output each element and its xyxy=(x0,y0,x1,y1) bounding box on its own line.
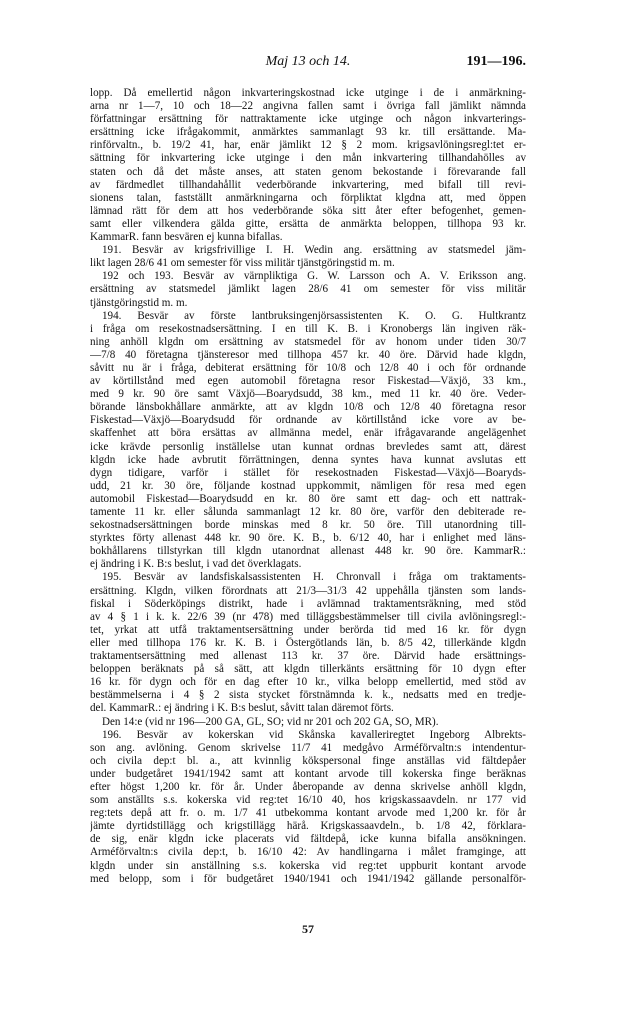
text-line: sekostnadsersättningen borde minskas med 8 kr. 50 öre. Till utanordning till- xyxy=(90,519,526,532)
text-line: klgdn icke hade avbrutit förrättningen, denna syntes hava kunnat avslutas ett xyxy=(90,453,526,466)
text-line: fiskal i Söderköpings distrikt, hade i avlämnad traktamentsräkning, med stöd xyxy=(90,597,526,610)
text-line: tamente 11 kr. eller sålunda sammanlagt 12 kr. 80 öre, varför den debiterade re- xyxy=(90,506,526,518)
text-line: av körtillstånd med egen automobil företagna resor Fiskestad—Växjö, 33 km., xyxy=(90,375,526,388)
text-line: traktamentsersättning med allenast 113 kr. 37 öre. Därvid hade ersättnings- xyxy=(90,650,526,663)
text-line: icke krävde personlig inställelse utan kunnat ordnas brevledes samt att, därest xyxy=(90,440,526,453)
text-line: 16 kr. för dygn och för en dag efter 10 kr., vilka belopp emellertid, med stöd av xyxy=(90,676,526,689)
text-line: i fråga om resekostnadsersättning. I en till K. B. i Kronobergs län ingiven räk- xyxy=(90,322,526,335)
text-line: beloppen beräknats på så sätt, att klgdn tillerkänts ersättning för 10 dygn efter xyxy=(90,663,526,676)
body-text xyxy=(90,87,526,886)
text-line: eller med tillhopa 176 kr. K. B. i Östergötlands län, b. 8/5 42, tillerkände klgdn xyxy=(90,636,526,649)
text-line: tjänstgöringstid m. m. xyxy=(90,296,188,309)
text-line: KammarR. fann besvären ej kunna bifallas. xyxy=(90,231,283,244)
text-line: under budgetåret 1941/1942 samt att kontant arvode till kokerska finge beräknas xyxy=(90,767,526,780)
text-line: styrktes förty allenast 448 kr. 90 öre. K. B., b. 6/12 40, har i enlighet med läns- xyxy=(90,532,526,545)
text-line: Den 14:e (vid nr 196—200 GA, GL, SO; vid nr 201 och 202 GA, SO, MR). xyxy=(102,715,439,728)
text-line: med 9 kr. 90 öre samt Växjö—Boarydsudd, 38 km., med 11 kr. 40 öre. Veder- xyxy=(90,388,526,401)
text-line: automobil Fiskestad—Boarydsudd en kr. 80 öre samt ett dag- och ett nattrak- xyxy=(90,492,526,505)
text-line: 194. Besvär av förste lantbruksingenjörsassistenten K. O. G. Hultkrantz xyxy=(102,309,526,322)
text-line: del. KammarR.: ej ändring i K. B:s beslut, såvitt talan däremot förts. xyxy=(90,702,394,715)
text-line: skaffenhet att böra ersättas av allmänna medel, enär ifrågavarande angelägenhet xyxy=(90,427,526,440)
text-line: staten och då det måste anses, att staten genom bekostande i förevarande fall xyxy=(90,165,526,178)
text-line: av 4 § 1 i k. k. 22/6 39 (nr 478) med tilläggsbestämmelser till civila avlöningsregl:- xyxy=(90,610,526,623)
text-line: efter högst 1,200 kr. för år. Under åberopande av denna skrivelse anhöll klgdn, xyxy=(90,780,526,793)
text-line: och civila dep:t bl. a., att kvinnlig kökspersonal finge anställas vid fältdepåer xyxy=(90,754,526,767)
page-header xyxy=(90,54,526,74)
text-line: Arméförvaltn:s civila dep:t, b. 16/10 42: Av handlingarna i målet framginge, att xyxy=(90,846,526,859)
text-line: dygn tidigare, varför i stället för resekostnaden Fiskestad—Växjö—Boaryds- xyxy=(90,466,526,479)
text-line: de sig, enär klgdn icke placerats vid fältdepå, icke kunna bifalla ansökningen. xyxy=(90,833,526,846)
text-line: likt lagen 28/6 41 om semester för viss militär tjänstgöringstid m. m. xyxy=(90,257,395,270)
text-line: ersättning. Klgdn, vilken förordnats att 21/3—31/3 42 uppehålla tjänsten som lands- xyxy=(90,584,526,597)
text-line: 195. Besvär av landsfiskalsassistenten H. Chronvall i fråga om traktaments- xyxy=(102,571,526,584)
text-line: ning anhöll klgdn om ersättning av statsmedel för av honom under tiden 30/7 xyxy=(90,335,526,348)
text-line: författningar ersättning för nattraktamente icke utginge och någon inkvarterings- xyxy=(90,113,526,126)
text-line: samt eller vilkendera gälda gitte, ersätta de anmärkta beloppen, tillhopa 93 kr. xyxy=(90,217,526,230)
text-line: bokhållarens tillstyrkan till klgdn utanordnat allenast 448 kr. 90 öre. KammarR.: xyxy=(90,545,526,558)
text-line: klgdn under sin anställning s.s. kokerska vid reg:tet uppburit kontant arvode xyxy=(90,859,526,872)
text-line: rinförvaltn., b. 19/2 41, har, enär jämlikt 12 § 2 mom. krigsavlöningsregl:tet er- xyxy=(90,139,526,152)
text-line: som anställts s.s. kokerska vid reg:tet 16/10 40, hos krigskassaavdeln. nr 177 vid xyxy=(90,794,526,807)
text-line: —7/8 40 företagna tjänsteresor med tillhopa 457 kr. 40 öre. Därvid hade klgdn, xyxy=(90,348,526,361)
text-line: sionens talan, fastställt anmärkningarna och förpliktat klgdna att, med öppen xyxy=(90,191,526,204)
text-line: med belopp, som i för budgetåret 1940/1941 och 1941/1942 gällande personalför- xyxy=(90,872,526,885)
text-line: bestämmelserna i 4 § 2 sista stycket förstnämnda k. k., nedsatts med en tredje- xyxy=(90,689,526,702)
text-line: 191. Besvär av krigsfrivillige I. H. Wedin ang. ersättning av statsmedel jäm- xyxy=(102,244,526,257)
text-line: jämte dyrtidstillägg och krigstillägg härå. Krigskassaavdeln., b. 1/8 42, förklara- xyxy=(90,820,526,833)
text-line: Fiskestad—Växjö—Boarydsudd för ordnande av körtillstånd icke vore av be- xyxy=(90,414,526,427)
running-title: Maj 13 och 14. xyxy=(265,54,351,69)
text-line: son ang. avlöning. Genom skrivelse 11/7 41 medgåvo Arméförvaltn:s intendentur- xyxy=(90,741,526,754)
text-line: sättning för inkvartering icke utginge i den mån inkvartering tillhandahölles av xyxy=(90,152,526,165)
text-line: arna nr 1—7, 10 och 18—22 angivna fallen samt i övriga fall jämlikt nämnda xyxy=(90,100,526,113)
page-number: 57 xyxy=(302,922,314,936)
text-line: ersättning icke ifrågakommit, anmärktes sammanlagt 93 kr. till ersättande. Ma- xyxy=(90,126,526,139)
text-line: börande länsbokhållare anmärkte, att av klgdn 10/8 och 12/8 40 företagna resor xyxy=(90,401,526,414)
text-line: 192 och 193. Besvär av värnpliktiga G. W. Larsson och A. V. Eriksson ang. xyxy=(102,270,526,283)
text-line: såvitt nu är i fråga, debiterat ersättning för 10/8 och 12/8 40 i och för ordnande xyxy=(90,361,526,374)
text-line: av färdmedlet tillhandahållit vederbörande inkvartering, med bifall till revi- xyxy=(90,178,526,191)
text-line: 196. Besvär av kokerskan vid Skånska kavalleriregtet Ingeborg Albrekts- xyxy=(102,728,526,741)
text-line: udd, 21 kr. 30 öre, följande kostnad uppkommit, nämligen för resa med egen xyxy=(90,479,526,492)
text-line: ej ändring i K. B:s beslut, i vad det överklagats. xyxy=(90,558,302,571)
text-line: lopp. Då emellertid någon inkvarteringskostnad icke utginge i de i anmärkning- xyxy=(90,87,526,99)
text-line: reg:tets depå att fr. o. m. 1/7 41 utbekomma kontant arvode med 1,200 kr. för år xyxy=(90,807,526,820)
case-range: 191—196. xyxy=(466,54,526,69)
text-line: lämnad rätt för dem att hos vederbörande söka sitt åter efter befogenhet, gemen- xyxy=(90,204,526,217)
text-line: ersättning av statsmedel jämlikt lagen 28/6 41 om semester för viss militär xyxy=(90,283,526,296)
text-line: tet, yrkat att utfå traktamentsersättning under berörda tid med 16 kr. för dygn xyxy=(90,623,526,636)
